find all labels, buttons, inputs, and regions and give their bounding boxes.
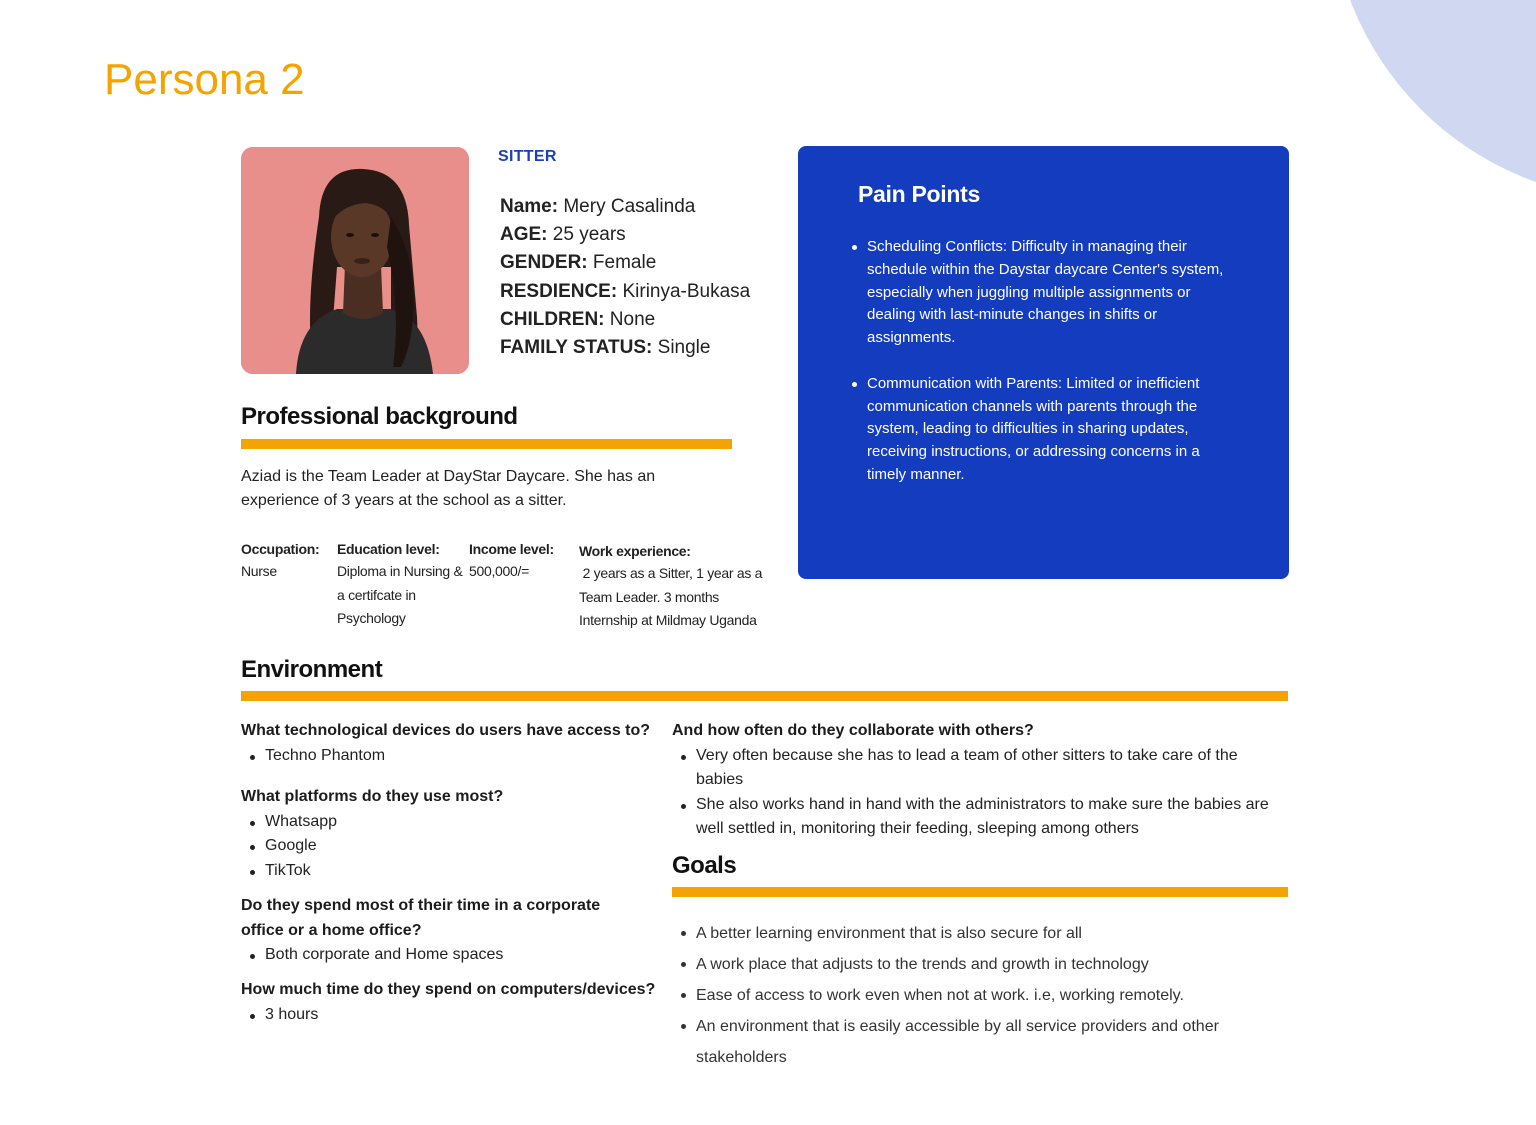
- goal-item: A work place that adjusts to the trends and growth in technology: [672, 949, 1272, 980]
- goal-item: An environment that is easily accessible by all service providers and other stakeholders: [672, 1011, 1272, 1073]
- env-answer-list: [241, 1003, 666, 1028]
- env-answer-list: [241, 810, 661, 884]
- fact-label: Income level:: [469, 541, 554, 557]
- detail-value: 25 years: [547, 224, 626, 246]
- page-title: Persona 2: [104, 55, 305, 104]
- detail-value: Female: [587, 252, 657, 274]
- env-question-time: [241, 978, 666, 1027]
- persona-details: [500, 193, 750, 362]
- detail-key: RESDIENCE:: [500, 280, 618, 302]
- goals-list: [672, 918, 1272, 1073]
- env-answer-list: [241, 943, 621, 968]
- fact-label: Occupation:: [241, 541, 320, 557]
- detail-value: Mery Casalinda: [558, 196, 696, 217]
- fact-value: 500,000/=: [469, 563, 529, 579]
- env-question-devices: [241, 719, 661, 768]
- persona-photo: [241, 147, 469, 374]
- pain-points-title: Pain Points: [858, 181, 980, 207]
- fact-label: Work experience:: [579, 543, 691, 559]
- env-answer: Google: [241, 834, 661, 859]
- goal-item: Ease of access to work even when not at work. i.e, working remotely.: [672, 980, 1272, 1011]
- fact-value: Diploma in Nursing & a certifcate in Psychology: [337, 563, 463, 627]
- detail-key: Name:: [500, 196, 559, 217]
- env-question: How much time do they spend on computers/devices?: [241, 981, 656, 998]
- pain-points-card: [798, 146, 1289, 579]
- detail-row-gender: [500, 249, 750, 277]
- detail-value: None: [604, 308, 656, 330]
- env-answer-list: [672, 744, 1282, 842]
- detail-row-children: [500, 306, 750, 334]
- detail-key: CHILDREN:: [500, 308, 605, 330]
- professional-background-text: Aziad is the Team Leader at DayStar Daycare. She has an experience of 3 years at the school as a sitter.: [241, 468, 656, 509]
- section-underline: [241, 691, 1288, 701]
- fact-occupation: [241, 538, 331, 584]
- env-question-platforms: [241, 785, 661, 883]
- env-answer-list: [241, 744, 661, 769]
- persona-role: SITTER: [498, 148, 557, 165]
- section-underline: [672, 887, 1288, 897]
- env-question: What platforms do they use most?: [241, 788, 504, 805]
- professional-background-heading: Professional background: [241, 403, 518, 430]
- env-answer: Very often because she has to lead a team of other sitters to take care of the babies: [672, 744, 1282, 793]
- detail-value: Kirinya-Bukasa: [617, 280, 751, 302]
- decorative-corner-circle: [1330, 0, 1536, 200]
- env-question-office: [241, 894, 621, 968]
- env-answer: She also works hand in hand with the administrators to make sure the babies are well settled in, monitoring their feeding, sleeping among others: [672, 793, 1282, 842]
- pain-point-item: Scheduling Conflicts: Difficulty in managing their schedule within the Daystar daycare Center's system, especially when juggling multiple assignments or dealing with last-minute changes in shifts or assignments.: [850, 236, 1235, 350]
- goal-item: A better learning environment that is also secure for all: [672, 918, 1272, 949]
- fact-income: [469, 538, 569, 584]
- detail-row-family-status: [500, 334, 750, 362]
- env-answer: Whatsapp: [241, 810, 661, 835]
- pain-points-list: [850, 236, 1235, 510]
- fact-education: [337, 538, 463, 631]
- env-question: Do they spend most of their time in a corporate office or a home office?: [241, 897, 601, 939]
- fact-work-experience: [579, 540, 769, 633]
- env-answer: 3 hours: [241, 1003, 666, 1028]
- environment-heading: Environment: [241, 656, 383, 683]
- detail-row-residence: [500, 278, 750, 306]
- fact-label: Education level:: [337, 541, 440, 557]
- env-answer: TikTok: [241, 859, 661, 884]
- env-question-collaboration: [672, 719, 1282, 842]
- detail-row-age: [500, 221, 750, 249]
- detail-key: AGE:: [500, 224, 548, 246]
- detail-value: Single: [652, 337, 711, 359]
- env-question: And how often do they collaborate with others?: [672, 722, 1034, 739]
- fact-value: Nurse: [241, 563, 277, 579]
- detail-row-name: [500, 193, 750, 221]
- env-answer: Both corporate and Home spaces: [241, 943, 621, 968]
- goals-heading: Goals: [672, 852, 737, 879]
- section-underline: [241, 439, 732, 449]
- detail-key: FAMILY STATUS:: [500, 337, 653, 359]
- fact-value: 2 years as a Sitter, 1 year as a Team Leader. 3 months Internship at Mildmay Uganda: [579, 565, 766, 629]
- pain-point-item: Communication with Parents: Limited or inefficient communication channels with parents through the system, leading to difficulties in sharing updates, receiving instructions, or addressing concerns in a timely manner.: [850, 373, 1235, 487]
- detail-key: GENDER:: [500, 252, 588, 274]
- env-question: What technological devices do users have access to?: [241, 722, 651, 739]
- env-answer: Techno Phantom: [241, 744, 661, 769]
